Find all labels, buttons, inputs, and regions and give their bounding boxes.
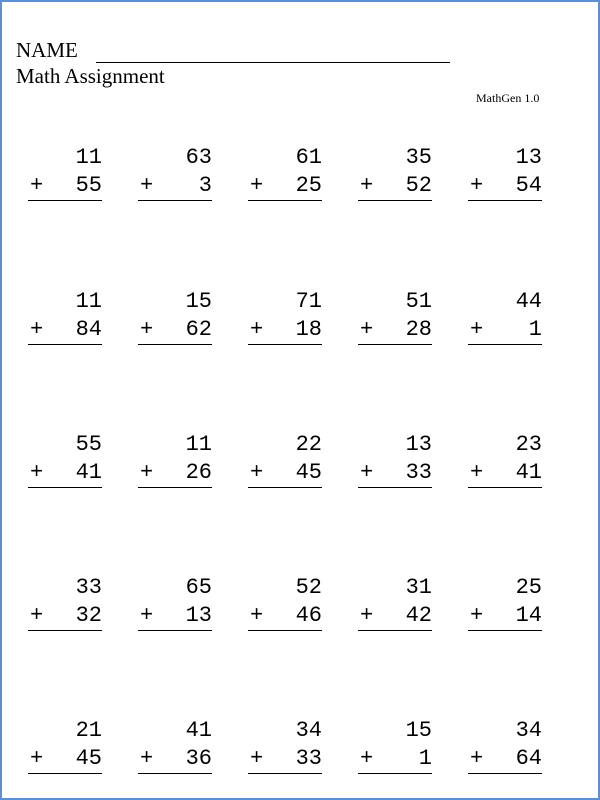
answer-line bbox=[358, 773, 432, 774]
top-addend: 22 bbox=[295, 432, 322, 457]
problem-4-3 bbox=[248, 574, 322, 634]
plus-sign: + bbox=[250, 173, 264, 198]
problem-4-1 bbox=[28, 574, 102, 634]
problem-2-1 bbox=[28, 288, 102, 348]
top-addend: 23 bbox=[515, 432, 542, 457]
name-label: NAME bbox=[16, 38, 78, 62]
top-addend: 25 bbox=[515, 575, 542, 600]
problem-1-4 bbox=[358, 144, 432, 204]
problem-1-3 bbox=[248, 144, 322, 204]
bottom-addend: 55 bbox=[75, 173, 102, 198]
plus-sign: + bbox=[470, 603, 484, 628]
plus-sign: + bbox=[30, 746, 44, 771]
bottom-addend: 28 bbox=[405, 317, 432, 342]
bottom-addend: 1 bbox=[528, 317, 542, 342]
problem-4-2 bbox=[138, 574, 212, 634]
answer-line bbox=[358, 630, 432, 631]
answer-line bbox=[248, 487, 322, 488]
problem-5-3 bbox=[248, 717, 322, 777]
answer-line bbox=[28, 773, 102, 774]
bottom-addend: 26 bbox=[185, 460, 212, 485]
bottom-addend: 3 bbox=[198, 173, 212, 198]
plus-sign: + bbox=[140, 317, 154, 342]
bottom-addend: 41 bbox=[515, 460, 542, 485]
answer-line bbox=[138, 487, 212, 488]
plus-sign: + bbox=[360, 746, 374, 771]
top-addend: 65 bbox=[185, 575, 212, 600]
answer-line bbox=[138, 630, 212, 631]
top-addend: 11 bbox=[185, 432, 212, 457]
problem-2-4 bbox=[358, 288, 432, 348]
top-addend: 15 bbox=[405, 718, 432, 743]
bottom-addend: 33 bbox=[295, 746, 322, 771]
plus-sign: + bbox=[360, 460, 374, 485]
problem-2-5 bbox=[468, 288, 542, 348]
problem-3-1 bbox=[28, 431, 102, 491]
plus-sign: + bbox=[360, 317, 374, 342]
plus-sign: + bbox=[470, 460, 484, 485]
plus-sign: + bbox=[140, 173, 154, 198]
plus-sign: + bbox=[250, 460, 264, 485]
bottom-addend: 62 bbox=[185, 317, 212, 342]
top-addend: 71 bbox=[295, 289, 322, 314]
plus-sign: + bbox=[140, 603, 154, 628]
problem-5-4 bbox=[358, 717, 432, 777]
answer-line bbox=[28, 630, 102, 631]
answer-line bbox=[248, 773, 322, 774]
bottom-addend: 46 bbox=[295, 603, 322, 628]
answer-line bbox=[248, 344, 322, 345]
top-addend: 55 bbox=[75, 432, 102, 457]
plus-sign: + bbox=[30, 173, 44, 198]
answer-line bbox=[358, 487, 432, 488]
bottom-addend: 36 bbox=[185, 746, 212, 771]
top-addend: 31 bbox=[405, 575, 432, 600]
top-addend: 63 bbox=[185, 145, 212, 170]
plus-sign: + bbox=[470, 317, 484, 342]
bottom-addend: 45 bbox=[75, 746, 102, 771]
answer-line bbox=[468, 487, 542, 488]
answer-line bbox=[28, 344, 102, 345]
plus-sign: + bbox=[30, 603, 44, 628]
top-addend: 11 bbox=[75, 145, 102, 170]
plus-sign: + bbox=[250, 603, 264, 628]
problem-4-4 bbox=[358, 574, 432, 634]
problem-3-2 bbox=[138, 431, 212, 491]
top-addend: 33 bbox=[75, 575, 102, 600]
bottom-addend: 32 bbox=[75, 603, 102, 628]
answer-line bbox=[28, 487, 102, 488]
plus-sign: + bbox=[470, 173, 484, 198]
bottom-addend: 52 bbox=[405, 173, 432, 198]
top-addend: 11 bbox=[75, 289, 102, 314]
problem-3-4 bbox=[358, 431, 432, 491]
bottom-addend: 54 bbox=[515, 173, 542, 198]
top-addend: 21 bbox=[75, 718, 102, 743]
problem-5-2 bbox=[138, 717, 212, 777]
plus-sign: + bbox=[360, 603, 374, 628]
problem-2-3 bbox=[248, 288, 322, 348]
answer-line bbox=[248, 630, 322, 631]
top-addend: 13 bbox=[515, 145, 542, 170]
problem-grid bbox=[2, 2, 600, 800]
answer-line bbox=[248, 200, 322, 201]
problem-3-3 bbox=[248, 431, 322, 491]
top-addend: 34 bbox=[295, 718, 322, 743]
answer-line bbox=[468, 630, 542, 631]
answer-line bbox=[468, 344, 542, 345]
bottom-addend: 45 bbox=[295, 460, 322, 485]
plus-sign: + bbox=[250, 317, 264, 342]
bottom-addend: 25 bbox=[295, 173, 322, 198]
problem-1-2 bbox=[138, 144, 212, 204]
answer-line bbox=[138, 344, 212, 345]
problem-1-5 bbox=[468, 144, 542, 204]
bottom-addend: 13 bbox=[185, 603, 212, 628]
plus-sign: + bbox=[250, 746, 264, 771]
top-addend: 34 bbox=[515, 718, 542, 743]
bottom-addend: 42 bbox=[405, 603, 432, 628]
top-addend: 15 bbox=[185, 289, 212, 314]
top-addend: 44 bbox=[515, 289, 542, 314]
answer-line bbox=[28, 200, 102, 201]
bottom-addend: 14 bbox=[515, 603, 542, 628]
top-addend: 52 bbox=[295, 575, 322, 600]
plus-sign: + bbox=[30, 460, 44, 485]
problem-1-1 bbox=[28, 144, 102, 204]
generator-version: MathGen 1.0 bbox=[476, 91, 540, 105]
problem-2-2 bbox=[138, 288, 212, 348]
plus-sign: + bbox=[140, 746, 154, 771]
problem-5-1 bbox=[28, 717, 102, 777]
top-addend: 51 bbox=[405, 289, 432, 314]
answer-line bbox=[468, 200, 542, 201]
problem-4-5 bbox=[468, 574, 542, 634]
bottom-addend: 33 bbox=[405, 460, 432, 485]
problem-3-5 bbox=[468, 431, 542, 491]
plus-sign: + bbox=[140, 460, 154, 485]
plus-sign: + bbox=[30, 317, 44, 342]
answer-line bbox=[468, 773, 542, 774]
problem-5-5 bbox=[468, 717, 542, 777]
bottom-addend: 64 bbox=[515, 746, 542, 771]
plus-sign: + bbox=[360, 173, 374, 198]
top-addend: 41 bbox=[185, 718, 212, 743]
top-addend: 35 bbox=[405, 145, 432, 170]
answer-line bbox=[138, 200, 212, 201]
top-addend: 13 bbox=[405, 432, 432, 457]
worksheet-title: Math Assignment bbox=[16, 64, 165, 88]
bottom-addend: 18 bbox=[295, 317, 322, 342]
answer-line bbox=[358, 200, 432, 201]
bottom-addend: 1 bbox=[418, 746, 432, 771]
answer-line bbox=[138, 773, 212, 774]
top-addend: 61 bbox=[295, 145, 322, 170]
bottom-addend: 84 bbox=[75, 317, 102, 342]
plus-sign: + bbox=[470, 746, 484, 771]
bottom-addend: 41 bbox=[75, 460, 102, 485]
answer-line bbox=[358, 344, 432, 345]
